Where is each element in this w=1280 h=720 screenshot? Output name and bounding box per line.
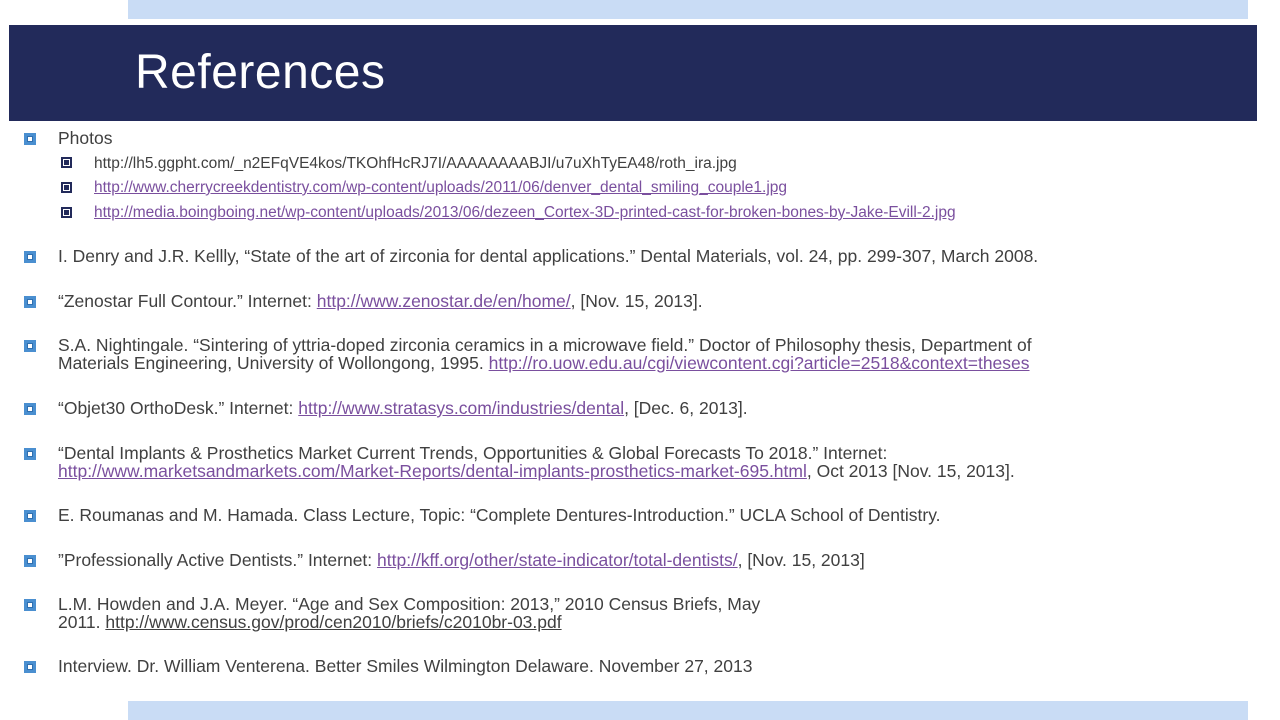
bullet-icon — [24, 555, 36, 567]
photo-link-2[interactable]: http://www.cherrycreekdentistry.com/wp-content/uploads/2011/06/denver_dental_smiling_couple1.jpg — [94, 179, 788, 196]
bullet-icon — [24, 251, 36, 263]
census-link[interactable]: http://www.census.gov/prod/cen2010/briefs/c2010br-03.pdf — [105, 612, 562, 632]
marketsandmarkets-link[interactable]: http://www.marketsandmarkets.com/Market-Reports/dental-implants-prosthetics-market-695.html — [58, 461, 807, 481]
sub-bullet-icon — [61, 207, 72, 218]
bullet-icon — [24, 599, 36, 611]
bottom-accent-band — [128, 701, 1248, 720]
title-bar — [9, 25, 1257, 121]
stratasys-link[interactable]: http://www.stratasys.com/industries/dental — [298, 398, 625, 418]
sub-bullet-icon — [61, 157, 72, 168]
sub-bullet-icon — [61, 182, 72, 193]
reference-objet30: “Objet30 OrthoDesk.” Internet: http://www.stratasys.com/industries/dental, [Dec. 6, 2013]. — [58, 398, 748, 418]
photo-url-1: http://lh5.ggpht.com/_n2EFqVE4kos/TKOhfHcRJ7I/AAAAAAAABJI/u7uXhTyEA48/roth_ira.jpg — [94, 155, 737, 172]
reference-kff: ”Professionally Active Dentists.” Internet: http://kff.org/other/state-indicator/total-dentists/, [Nov. 15, 2013] — [58, 550, 865, 570]
reference-nightingale-line1: S.A. Nightingale. “Sintering of yttria-doped zirconia ceramics in a microwave field.” Doctor of Philosophy thesis, Department of — [58, 335, 1032, 355]
reference-howden-line2: 2011. http://www.census.gov/prod/cen2010/briefs/c2010br-03.pdf — [58, 612, 562, 632]
reference-roumanas: E. Roumanas and M. Hamada. Class Lecture, Topic: “Complete Dentures-Introduction.” UCLA School of Dentistry. — [58, 505, 941, 525]
bullet-icon — [24, 403, 36, 415]
zenostar-link[interactable]: http://www.zenostar.de/en/home/ — [316, 291, 571, 311]
reference-market-line1: “Dental Implants & Prosthetics Market Current Trends, Opportunities & Global Forecasts To 2018.” Internet: — [58, 443, 888, 463]
reference-howden-line1: L.M. Howden and J.A. Meyer. “Age and Sex Composition: 2013,” 2010 Census Briefs, May — [58, 594, 761, 614]
photos-label: Photos — [58, 128, 113, 148]
bullet-icon — [24, 340, 36, 352]
bullet-icon — [24, 133, 36, 145]
bullet-icon — [24, 510, 36, 522]
kff-link[interactable]: http://kff.org/other/state-indicator/total-dentists/ — [377, 550, 738, 570]
uow-thesis-link[interactable]: http://ro.uow.edu.au/cgi/viewcontent.cgi?article=2518&context=theses — [488, 353, 1030, 373]
bullet-icon — [24, 448, 36, 460]
top-accent-band — [128, 0, 1248, 19]
photo-link-3[interactable]: http://media.boingboing.net/wp-content/uploads/2013/06/dezeen_Cortex-3D-printed-cast-for-broken-bones-by-Jake-Evill-2.jpg — [94, 204, 956, 221]
bullet-icon — [24, 296, 36, 308]
reference-interview: Interview. Dr. William Venterena. Better Smiles Wilmington Delaware. November 27, 2013 — [58, 656, 753, 676]
reference-nightingale-line2: Materials Engineering, University of Wollongong, 1995. http://ro.uow.edu.au/cgi/viewcontent.cgi?article=2518&context=theses — [58, 353, 1030, 373]
reference-zenostar: “Zenostar Full Contour.” Internet: http://www.zenostar.de/en/home/, [Nov. 15, 2013]. — [58, 291, 703, 311]
bullet-icon — [24, 661, 36, 673]
reference-market-line2: http://www.marketsandmarkets.com/Market-Reports/dental-implants-prosthetics-market-695.html, Oct 2013 [Nov. 15, 2013]. — [58, 461, 1015, 481]
reference-denry: I. Denry and J.R. Kellly, “State of the art of zirconia for dental applications.” Dental Materials, vol. 24, pp. 299-307, March 2008. — [58, 246, 1039, 266]
slide-title: References — [135, 46, 386, 99]
